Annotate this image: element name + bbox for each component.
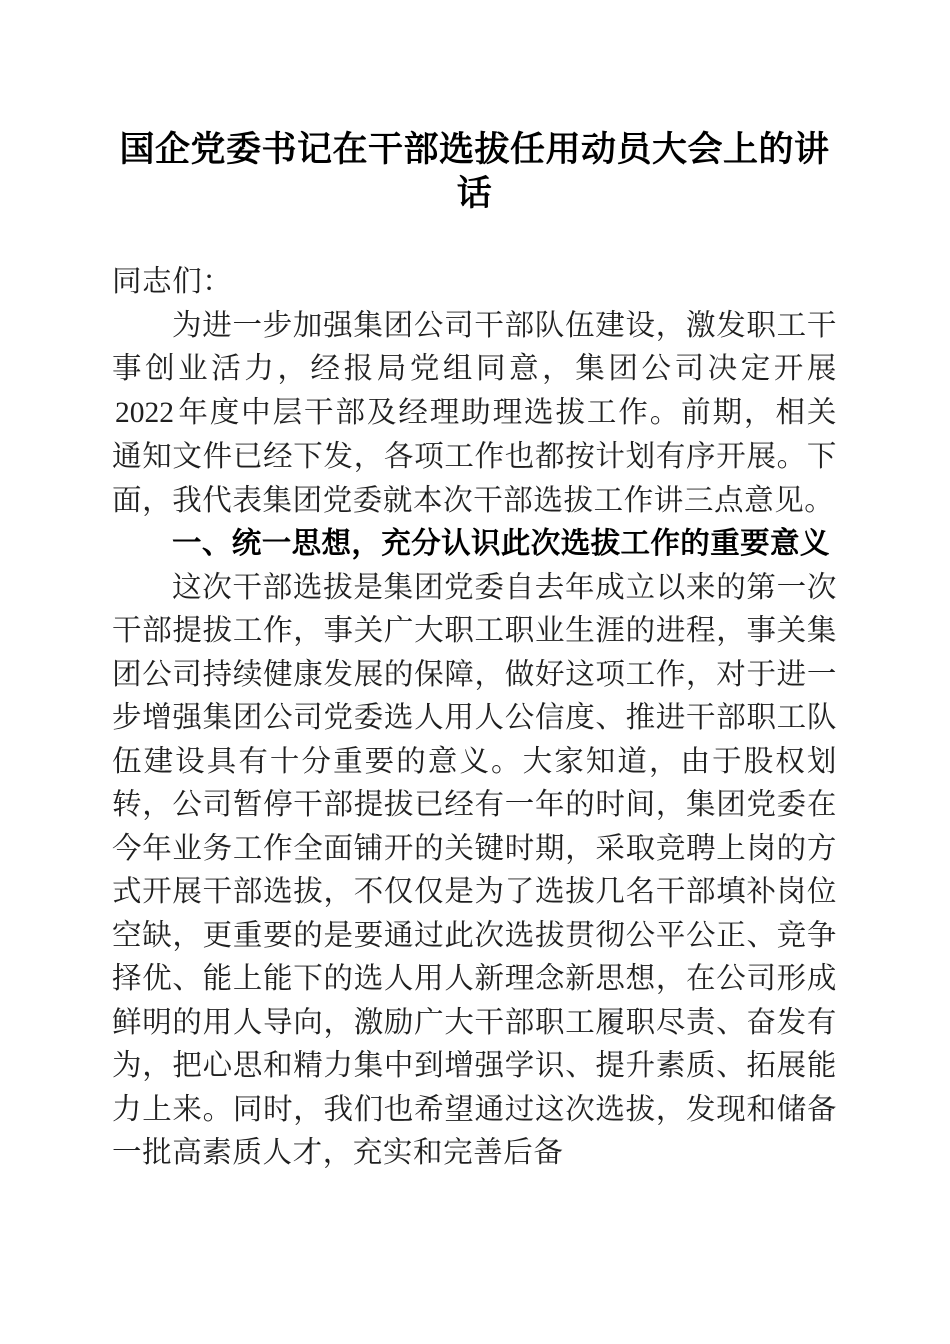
section-one-paragraph: 这次干部选拔是集团党委自去年成立以来的第一次干部提拔工作，事关广大职工职业生涯的进程，事关集团公司持续健康发展的保障，做好这项工作，对于进一步增强集团公司党委选人用人公信度、推进干部职工队伍建设具有十分重要的意义。大家知道，由于股权划转，公司暂停干部提拔已经有一年的时间，集团党委在今年业务工作全面铺开的关键时期，采取竞聘上岗的方式开展干部选拔，不仅仅是为了选拔几名干部填补岗位空缺，更重要的是要通过此次选拔贯彻公平公正、竞争择优、能上能下的选人用人新理念新思想，在公司形成鲜明的用人导向，激励广大干部职工履职尽责、奋发有为，把心思和精力集中到增强学识、提升素质、拓展能力上来。同时，我们也希望通过这次选拔，发现和储备一批高素质人才，充实和完善后备 (112, 569, 837, 1169)
year-value: 2022 (115, 396, 174, 429)
document-body (112, 260, 837, 1175)
page-title-line-2: 话 (456, 174, 493, 213)
intro-text-after-number: 年度中层干部及经理助理选拔工作。前期，相关通知文件已经下发，各项工作也都按计划有序开展。下面，我代表集团党委就本次干部选拔工作讲三点意见。 (112, 394, 837, 517)
intro-paragraph (112, 304, 837, 523)
page-title-line-1: 国企党委书记在干部选拔任用动员大会上的讲 (119, 130, 830, 169)
document-content (112, 0, 837, 1175)
section-heading-one: 一、统一思想，充分认识此次选拔工作的重要意义 (172, 526, 830, 560)
page-title (112, 0, 837, 216)
intro-text-before-number: 为进一步加强集团公司干部队伍建设，激发职工干事创业活力，经报局党组同意，集团公司决定开展 (112, 307, 837, 385)
salutation: 同志们： (112, 264, 233, 298)
